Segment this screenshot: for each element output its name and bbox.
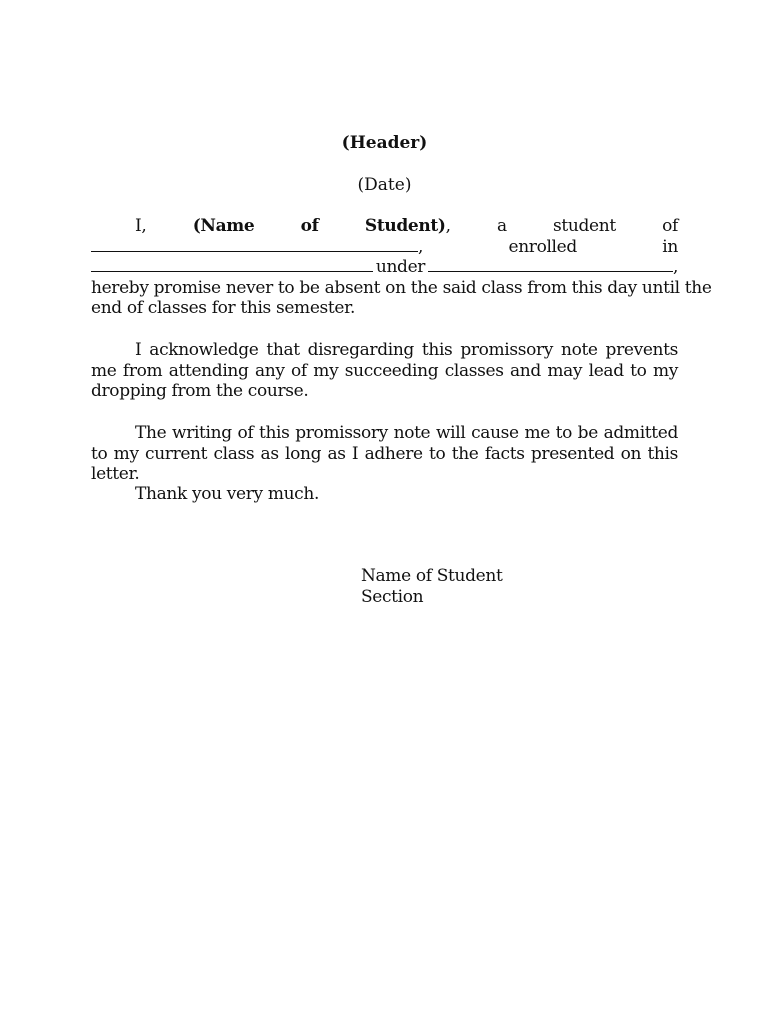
school-blank-line <box>91 237 418 252</box>
word-student: student <box>553 216 616 236</box>
letter-date: (Date) <box>357 175 412 195</box>
paragraph-thanks: Thank you very much. <box>135 484 320 504</box>
word-under: under <box>375 257 426 278</box>
paragraph-promise-line-3 <box>91 257 678 278</box>
paragraph-acknowledge: I acknowledge that disregarding this promissory note prevents me from attending any of my succeeding classes and may lead to my dropping from the course. <box>91 340 678 402</box>
instructor-blank-group <box>428 257 678 278</box>
student-name-placeholder-of: of <box>300 216 319 236</box>
student-name-placeholder-close-group <box>365 216 451 237</box>
student-name-placeholder-close: Student) <box>364 216 446 236</box>
paragraph-promise <box>91 216 712 319</box>
paragraph-promise-line-4 <box>91 277 712 299</box>
promise-line-5-text: end of classes for this semester. <box>91 298 356 319</box>
school-blank-group <box>91 237 423 258</box>
comma-text: , <box>445 216 451 236</box>
instructor-blank-line <box>428 257 673 272</box>
promise-line-4-text: hereby promise never to be absent on the said class from this day until the <box>91 277 712 298</box>
paragraph-promise-line-5 <box>91 298 678 319</box>
student-name-placeholder-open: (Name <box>192 216 255 236</box>
paragraph-promise-line-2 <box>91 237 678 258</box>
word-of: of <box>662 216 678 236</box>
word-in: in <box>662 236 678 257</box>
letter-header: (Header) <box>341 133 428 153</box>
word-enrolled: enrolled <box>508 236 577 257</box>
comma-text: , <box>418 236 424 257</box>
paragraph-promise-line-1 <box>91 216 678 237</box>
signature-section: Section <box>361 587 424 607</box>
word-a: a <box>496 216 507 236</box>
paragraph-admission: The writing of this promissory note will cause me to be admitted to my current class as long as I adhere to the facts presented on this letter. <box>91 423 678 485</box>
pronoun-text: I, <box>135 216 147 236</box>
comma-text: , <box>672 257 678 278</box>
signature-name: Name of Student <box>361 566 503 586</box>
course-blank-line <box>91 257 373 272</box>
